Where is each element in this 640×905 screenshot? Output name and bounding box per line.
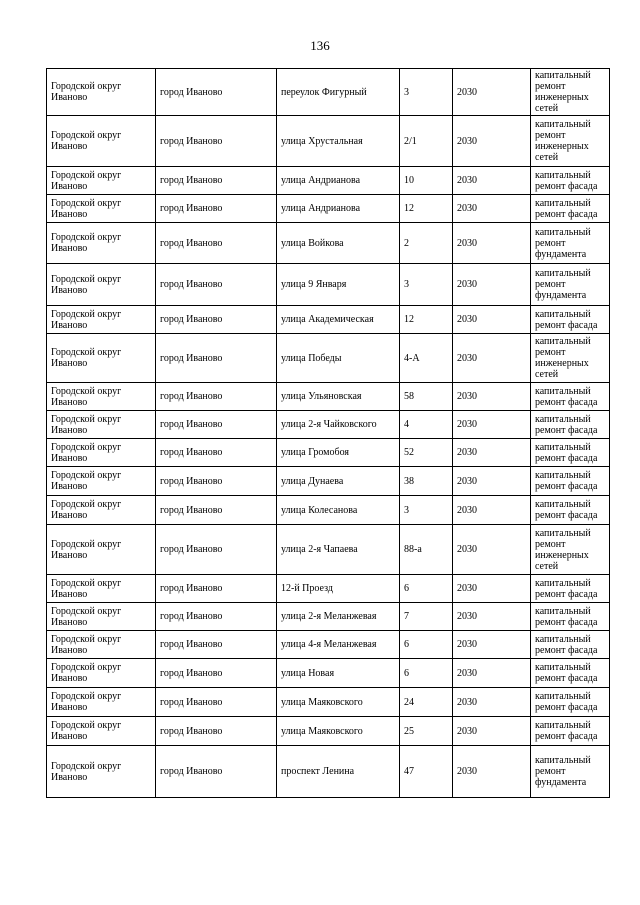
house-number-cell: 2/1 — [400, 116, 453, 167]
house-number-cell: 3 — [400, 264, 453, 306]
house-number-cell: 25 — [400, 717, 453, 746]
work-type-cell: капитальный ремонт фундамента — [531, 746, 610, 798]
work-type-cell: капитальный ремонт фасада — [531, 688, 610, 717]
okrug-cell: Городской округ Иваново — [47, 717, 156, 746]
okrug-cell: Городской округ Иваново — [47, 383, 156, 411]
house-number-cell: 47 — [400, 746, 453, 798]
city-cell: город Иваново — [156, 688, 277, 717]
house-number-cell: 6 — [400, 631, 453, 659]
house-number-cell: 4-А — [400, 334, 453, 383]
work-type-cell: капитальный ремонт фасада — [531, 496, 610, 525]
street-cell: улица Победы — [277, 334, 400, 383]
okrug-cell: Городской округ Иваново — [47, 167, 156, 195]
city-cell: город Иваново — [156, 167, 277, 195]
year-cell: 2030 — [453, 467, 531, 496]
year-cell: 2030 — [453, 496, 531, 525]
okrug-cell: Городской округ Иваново — [47, 603, 156, 631]
table-row — [47, 746, 610, 798]
table-row — [47, 306, 610, 334]
okrug-cell: Городской округ Иваново — [47, 223, 156, 264]
work-type-cell: капитальный ремонт фасада — [531, 603, 610, 631]
house-number-cell: 7 — [400, 603, 453, 631]
city-cell: город Иваново — [156, 69, 277, 116]
house-number-cell: 2 — [400, 223, 453, 264]
table-row — [47, 116, 610, 167]
table-row — [47, 334, 610, 383]
work-type-cell: капитальный ремонт фасада — [531, 717, 610, 746]
work-type-cell: капитальный ремонт инженерных сетей — [531, 116, 610, 167]
street-cell: улица Войкова — [277, 223, 400, 264]
okrug-cell: Городской округ Иваново — [47, 116, 156, 167]
table-row — [47, 467, 610, 496]
street-cell: улица Андрианова — [277, 167, 400, 195]
work-type-cell: капитальный ремонт инженерных сетей — [531, 334, 610, 383]
street-cell: улица Колесанова — [277, 496, 400, 525]
year-cell: 2030 — [453, 116, 531, 167]
table-row — [47, 631, 610, 659]
work-type-cell: капитальный ремонт фасада — [531, 659, 610, 688]
street-cell: улица Академическая — [277, 306, 400, 334]
okrug-cell: Городской округ Иваново — [47, 688, 156, 717]
street-cell: улица Хрустальная — [277, 116, 400, 167]
year-cell: 2030 — [453, 746, 531, 798]
city-cell: город Иваново — [156, 746, 277, 798]
okrug-cell: Городской округ Иваново — [47, 659, 156, 688]
work-type-cell: капитальный ремонт фасада — [531, 467, 610, 496]
city-cell: город Иваново — [156, 264, 277, 306]
city-cell: город Иваново — [156, 659, 277, 688]
house-number-cell: 38 — [400, 467, 453, 496]
year-cell: 2030 — [453, 575, 531, 603]
city-cell: город Иваново — [156, 717, 277, 746]
street-cell: улица Дунаева — [277, 467, 400, 496]
work-type-cell: капитальный ремонт фасада — [531, 439, 610, 467]
work-type-cell: капитальный ремонт фундамента — [531, 264, 610, 306]
table-body — [47, 69, 610, 798]
year-cell: 2030 — [453, 631, 531, 659]
house-number-cell: 3 — [400, 496, 453, 525]
house-number-cell: 3 — [400, 69, 453, 116]
city-cell: город Иваново — [156, 467, 277, 496]
house-number-cell: 24 — [400, 688, 453, 717]
city-cell: город Иваново — [156, 383, 277, 411]
table-row — [47, 575, 610, 603]
table-row — [47, 411, 610, 439]
work-type-cell: капитальный ремонт фундамента — [531, 223, 610, 264]
okrug-cell: Городской округ Иваново — [47, 195, 156, 223]
year-cell: 2030 — [453, 688, 531, 717]
city-cell: город Иваново — [156, 334, 277, 383]
street-cell: улица 4-я Меланжевая — [277, 631, 400, 659]
street-cell: улица 2-я Меланжевая — [277, 603, 400, 631]
street-cell: улица Маяковского — [277, 688, 400, 717]
year-cell: 2030 — [453, 334, 531, 383]
year-cell: 2030 — [453, 223, 531, 264]
street-cell: улица Новая — [277, 659, 400, 688]
city-cell: город Иваново — [156, 439, 277, 467]
work-type-cell: капитальный ремонт фасада — [531, 631, 610, 659]
okrug-cell: Городской округ Иваново — [47, 264, 156, 306]
street-cell: 12-й Проезд — [277, 575, 400, 603]
okrug-cell: Городской округ Иваново — [47, 631, 156, 659]
table-row — [47, 717, 610, 746]
house-number-cell: 6 — [400, 575, 453, 603]
work-type-cell: капитальный ремонт фасада — [531, 167, 610, 195]
work-type-cell: капитальный ремонт фасада — [531, 411, 610, 439]
okrug-cell: Городской округ Иваново — [47, 306, 156, 334]
table-row — [47, 264, 610, 306]
repair-schedule-table — [46, 68, 610, 798]
okrug-cell: Городской округ Иваново — [47, 69, 156, 116]
page-number: 136 — [310, 38, 330, 53]
city-cell: город Иваново — [156, 496, 277, 525]
table-row — [47, 525, 610, 575]
city-cell: город Иваново — [156, 525, 277, 575]
street-cell: улица 2-я Чапаева — [277, 525, 400, 575]
table-row — [47, 69, 610, 116]
street-cell: улица Андрианова — [277, 195, 400, 223]
work-type-cell: капитальный ремонт инженерных сетей — [531, 525, 610, 575]
street-cell: улица Громобоя — [277, 439, 400, 467]
house-number-cell: 88-а — [400, 525, 453, 575]
year-cell: 2030 — [453, 167, 531, 195]
work-type-cell: капитальный ремонт фасада — [531, 383, 610, 411]
okrug-cell: Городской округ Иваново — [47, 439, 156, 467]
year-cell: 2030 — [453, 306, 531, 334]
city-cell: город Иваново — [156, 195, 277, 223]
table-row — [47, 659, 610, 688]
table-row — [47, 688, 610, 717]
city-cell: город Иваново — [156, 603, 277, 631]
year-cell: 2030 — [453, 264, 531, 306]
work-type-cell: капитальный ремонт инженерных сетей — [531, 69, 610, 116]
table-row — [47, 603, 610, 631]
year-cell: 2030 — [453, 659, 531, 688]
okrug-cell: Городской округ Иваново — [47, 746, 156, 798]
city-cell: город Иваново — [156, 631, 277, 659]
street-cell: улица Ульяновская — [277, 383, 400, 411]
okrug-cell: Городской округ Иваново — [47, 575, 156, 603]
house-number-cell: 58 — [400, 383, 453, 411]
table-row — [47, 496, 610, 525]
okrug-cell: Городской округ Иваново — [47, 496, 156, 525]
year-cell: 2030 — [453, 69, 531, 116]
okrug-cell: Городской округ Иваново — [47, 411, 156, 439]
okrug-cell: Городской округ Иваново — [47, 467, 156, 496]
street-cell: переулок Фигурный — [277, 69, 400, 116]
year-cell: 2030 — [453, 383, 531, 411]
house-number-cell: 52 — [400, 439, 453, 467]
table-row — [47, 195, 610, 223]
work-type-cell: капитальный ремонт фасада — [531, 306, 610, 334]
year-cell: 2030 — [453, 439, 531, 467]
street-cell: улица 2-я Чайковского — [277, 411, 400, 439]
table-row — [47, 439, 610, 467]
city-cell: город Иваново — [156, 575, 277, 603]
work-type-cell: капитальный ремонт фасада — [531, 195, 610, 223]
house-number-cell: 6 — [400, 659, 453, 688]
city-cell: город Иваново — [156, 223, 277, 264]
street-cell: улица Маяковского — [277, 717, 400, 746]
year-cell: 2030 — [453, 411, 531, 439]
year-cell: 2030 — [453, 195, 531, 223]
year-cell: 2030 — [453, 717, 531, 746]
year-cell: 2030 — [453, 603, 531, 631]
street-cell: улица 9 Января — [277, 264, 400, 306]
work-type-cell: капитальный ремонт фасада — [531, 575, 610, 603]
city-cell: город Иваново — [156, 306, 277, 334]
table-row — [47, 223, 610, 264]
table-row — [47, 167, 610, 195]
house-number-cell: 12 — [400, 195, 453, 223]
house-number-cell: 4 — [400, 411, 453, 439]
okrug-cell: Городской округ Иваново — [47, 525, 156, 575]
house-number-cell: 10 — [400, 167, 453, 195]
house-number-cell: 12 — [400, 306, 453, 334]
year-cell: 2030 — [453, 525, 531, 575]
street-cell: проспект Ленина — [277, 746, 400, 798]
okrug-cell: Городской округ Иваново — [47, 334, 156, 383]
city-cell: город Иваново — [156, 411, 277, 439]
city-cell: город Иваново — [156, 116, 277, 167]
table-row — [47, 383, 610, 411]
